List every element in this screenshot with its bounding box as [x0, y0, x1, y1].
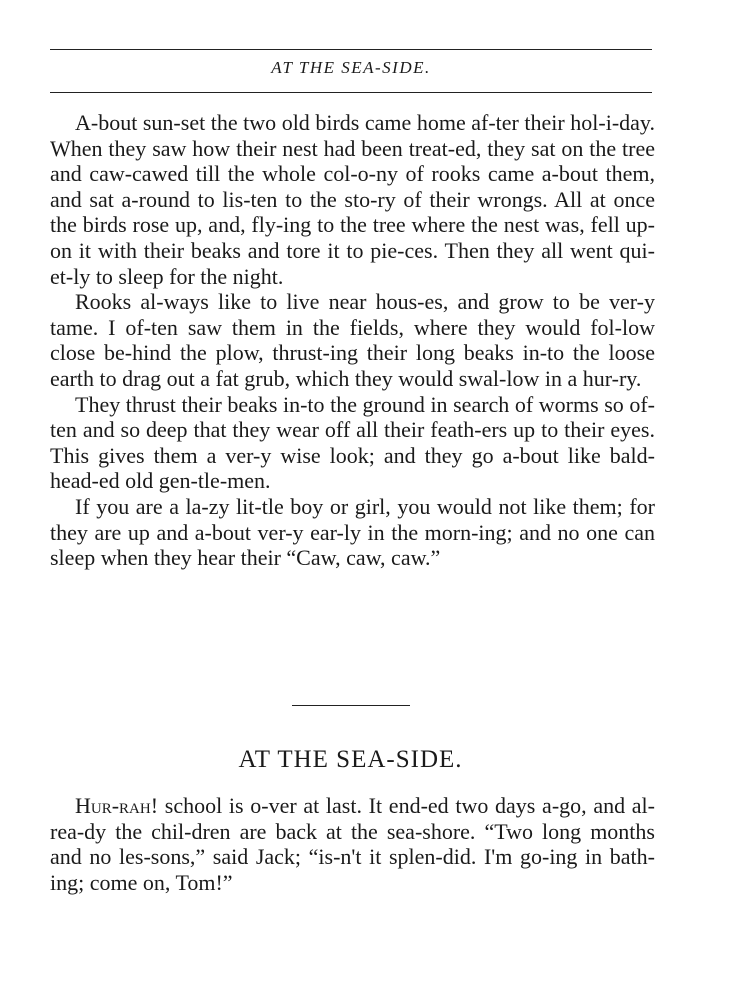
- section-divider: [292, 705, 410, 706]
- paragraph: Rooks al-ways like to live near hous-es, and grow to be ver-y tame. I of-ten saw them in the fields, where they would fol-low close be-hind the plow, thrust-ing their long beaks in-to the loose earth to drag out a fat grub, which they would swal-low in a hur-ry.: [50, 289, 655, 391]
- running-head: AT THE SEA-SIDE.: [271, 58, 431, 77]
- section-title: AT THE SEA-SIDE.: [238, 746, 463, 773]
- paragraph: [50, 793, 655, 895]
- paragraph: They thrust their beaks in-to the ground in search of worms so of-ten and so deep that they wear off all their feath-ers up to their eyes. This gives them a ver-y wise look; and they go a-bout like bald-head-ed old gen-tle-men.: [50, 391, 655, 494]
- header-top-rule: [50, 49, 652, 50]
- paragraph: If you are a la-zy lit-tle boy or girl, you would not like them; for they are up and a-bout ver-y ear-ly in the morn-ing; and no one can sleep when they hear their “Caw, caw, caw.”: [50, 493, 655, 571]
- opening-word: Hur-rah!: [75, 793, 159, 818]
- paragraph: A-bout sun-set the two old birds came home af-ter their hol-i-day. When they saw how their nest had been treat-ed, they sat on the tree and caw-cawed till the whole col-o-ny of rooks came a-bout them, and sat a-round to lis-ten to the sto-ry of their wrongs. All at once the birds rose up, and, fly-ing to the tree where the nest was, fell up-on it with their beaks and tore it to pie-ces. Then they all went qui-et-ly to sleep for the night.: [50, 110, 655, 289]
- story-text: [50, 110, 655, 571]
- section-text: [50, 793, 655, 895]
- opening-text: school is o-ver at last. It end-ed two days a-go, and al-rea-dy the chil-dren are back at the sea-shore. “Two long months and no les-sons,” said Jack; “is-n't it splen-did. I'm go-ing in bath-ing; come on, Tom!”: [50, 793, 655, 895]
- header-bottom-rule: [50, 92, 652, 93]
